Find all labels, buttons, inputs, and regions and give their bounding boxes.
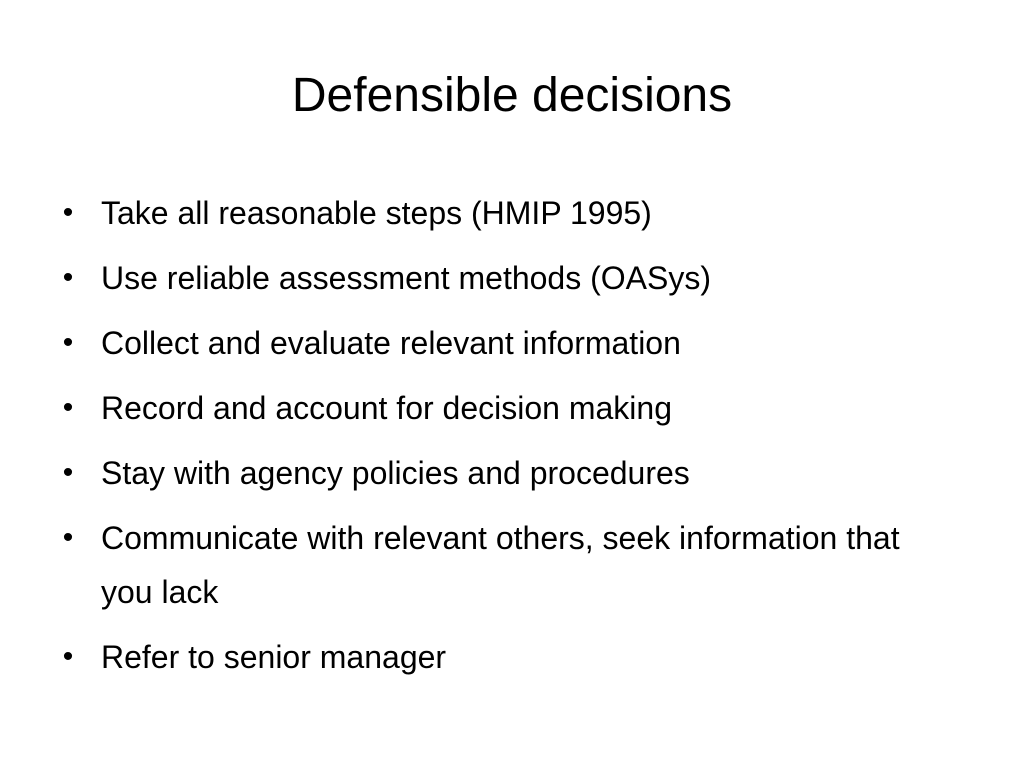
bullet-icon: • (62, 261, 74, 294)
bullet-list (58, 186, 958, 695)
bullet-item (58, 251, 958, 305)
bullet-item (58, 381, 958, 435)
bullet-item (58, 446, 958, 500)
bullet-icon: • (62, 326, 74, 359)
bullet-text: Refer to senior manager (101, 639, 447, 675)
bullet-icon: • (62, 521, 74, 554)
bullet-item (58, 316, 958, 370)
bullet-icon: • (62, 391, 74, 424)
bullet-icon: • (62, 640, 74, 673)
bullet-text: Collect and evaluate relevant information (101, 325, 681, 361)
bullet-item (58, 511, 958, 619)
bullet-text: Stay with agency policies and procedures (101, 455, 690, 491)
bullet-text: Record and account for decision making (101, 390, 672, 426)
bullet-item (58, 186, 958, 240)
bullet-text: Communicate with relevant others, seek information that you lack (101, 520, 900, 610)
bullet-text: Take all reasonable steps (HMIP 1995) (101, 195, 652, 231)
bullet-icon: • (62, 196, 74, 229)
bullet-text: Use reliable assessment methods (OASys) (101, 260, 711, 296)
bullet-item (58, 630, 958, 684)
bullet-icon: • (62, 456, 74, 489)
slide-title: Defensible decisions (291, 69, 733, 122)
